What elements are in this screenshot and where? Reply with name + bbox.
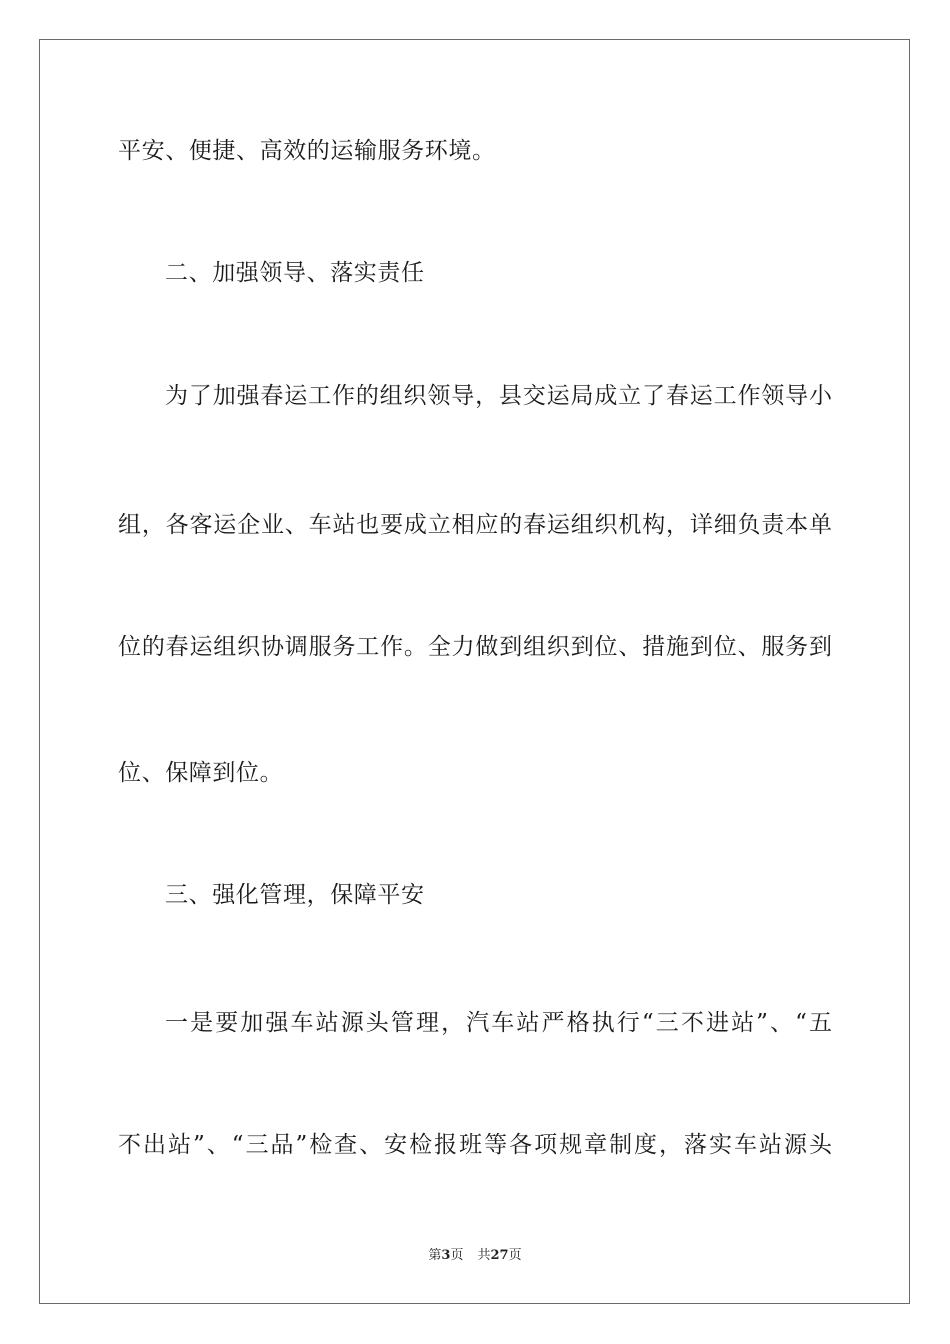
body-text-line: 一是要加强车站源头管理，汽车站严格执行“三不进站”、“五 [165,1010,832,1036]
page-footer [0,1247,950,1265]
total-page-count: 27 [490,1248,509,1263]
body-text-line: 为了加强春运工作的组织领导，县交运局成立了春运工作领导小 [165,383,832,409]
page-border [39,39,910,1304]
section-heading: 二、加强领导、落实责任 [165,260,425,286]
total-suffix: 页 [508,1248,522,1263]
page-prefix: 第 [428,1248,442,1263]
current-page-number: 3 [441,1248,451,1263]
body-text-line: 平安、便捷、高效的运输服务环境。 [118,138,496,164]
page-suffix: 页 [450,1248,464,1263]
body-text-line: 组，各客运企业、车站也要成立相应的春运组织机构，详细负责本单 [118,512,832,538]
body-text-line: 位的春运组织协调服务工作。全力做到组织到位、措施到位、服务到 [118,634,832,660]
total-prefix: 共 [477,1248,491,1263]
section-heading: 三、强化管理，保障平安 [165,882,425,908]
body-text-line: 不出站”、“三品”检查、安检报班等各项规章制度，落实车站源头 [118,1132,832,1158]
body-text-line: 位、保障到位。 [118,760,284,786]
